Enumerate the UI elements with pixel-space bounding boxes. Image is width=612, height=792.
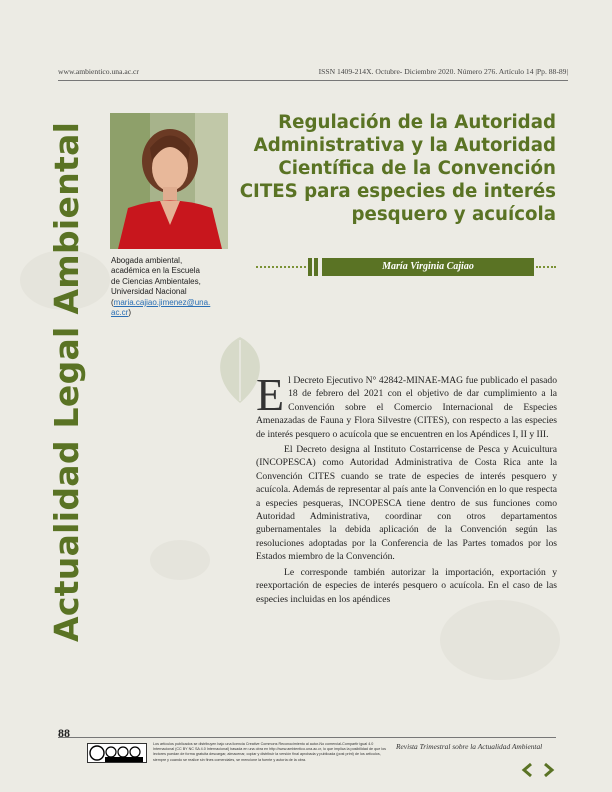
caption-email-line: [111, 298, 261, 308]
next-page-button[interactable]: [539, 761, 557, 779]
title-line: Administrativa y la Autoridad: [253, 135, 556, 156]
caption-line: Universidad Nacional: [111, 287, 187, 297]
prev-page-button[interactable]: [519, 761, 537, 779]
chevron-left-icon: [519, 761, 537, 779]
drop-cap: E: [256, 369, 285, 420]
title-line: Regulación de la Autoridad: [278, 112, 556, 133]
journal-name: Revista Trimestral sobre la Actualidad Ambiental: [396, 742, 543, 751]
cc-license-badge[interactable]: [87, 743, 147, 763]
paragraph: El Decreto designa al Instituto Costarricense de Pesca y Acuicultura (INCOPESCA) como Autoridad Administrativa de Costa Rica ante la Convención CITES cuando se trate de especies de interés pesquero y acuícola. Además de representar al país ante la Convención en lo que respecta a especies pesqueras, INCOPESCA tiene dentro de sus funciones como Autoridad Administrativa, coordinar con otros departamentos gubernamentales la debida aplicación de la Convención según las resoluciones adoptadas por la Conferencia de las Partes tomados por los Estados miembro de la Convención.: [256, 444, 557, 563]
section-title: Actualidad Legal Ambiental: [47, 121, 86, 642]
paper-texture: [440, 600, 560, 680]
author-caption: [111, 256, 261, 318]
dotted-rule-right: [536, 266, 556, 268]
author-email-link[interactable]: maria.cajiao.jimenez@una.: [113, 297, 211, 307]
email-paren-close: ): [128, 308, 132, 318]
article-body: [256, 369, 557, 606]
email-paren-open: (: [111, 297, 114, 307]
page-number: 88: [58, 726, 70, 740]
author-name: María Virginia Cajiao: [322, 258, 534, 276]
page-navigation: [519, 761, 559, 781]
article-title: [236, 111, 556, 226]
paragraph: [256, 369, 557, 441]
website-url[interactable]: www.ambientico.una.ac.cr: [58, 67, 139, 76]
title-line: CITES para especies de interés: [239, 181, 556, 202]
paper-texture: [150, 540, 210, 580]
author-photo: [110, 113, 228, 249]
issn-line: ISSN 1409-214X. Octubre- Diciembre 2020. Número 276. Artículo 14 |Pp. 88-89|: [318, 67, 568, 76]
caption-email-line: [111, 308, 261, 318]
header-divider: [58, 80, 568, 81]
author-email-link[interactable]: ac.cr: [111, 308, 129, 318]
title-line: Científica de la Convención: [278, 158, 556, 179]
paragraph-text: l Decreto Ejecutivo N° 42842-MINAE-MAG fue publicado el pasado 18 de febrero del 2021 con el objetivo de dar cumplimiento a la Convención sobre el Comercio Internacional de Especies Amenazadas de Fauna y Flora Silvestre (CITES), con respecto a las especies de interés pesquero o acuícola que se encuentren en los Apéndices I, II y III.: [256, 375, 557, 440]
chevron-right-icon: [539, 761, 557, 779]
dotted-rule-left: [256, 266, 306, 268]
title-line: pesquero y acuícola: [351, 204, 556, 225]
caption-line: de Ciencias Ambientales,: [111, 276, 201, 286]
caption-line: Abogada ambiental,: [111, 256, 183, 265]
bar-ornament: [308, 258, 320, 276]
paragraph: Le corresponde también autorizar la importación, exportación y reexportación de especies de interés pesquero o acuícola. En el caso de las especies incluidas en los apéndices: [256, 566, 557, 605]
footer-divider: [58, 737, 556, 738]
license-text: Los artículos publicados se distribuyen bajo una licencia Creative Commons Reconocimiento al autor-No comercial-Compartir igual 4.0 Internacional (CC BY NC SA 4.0 Internacional) basada en una obra en http://www.ambientico.una.ac.cr, lo que implica la posibilidad de que los lectores puedan de forma gratuita descargar, almacenar, copiar y distribuir la versión final aprobada y publicada (post print) de los artículos, siempre y cuando se realice sin fines comerciales, se mencione la fuente y autoría de la obra.: [153, 742, 386, 762]
author-bar: [256, 258, 556, 276]
caption-line: académica en la Escuela: [111, 266, 200, 276]
